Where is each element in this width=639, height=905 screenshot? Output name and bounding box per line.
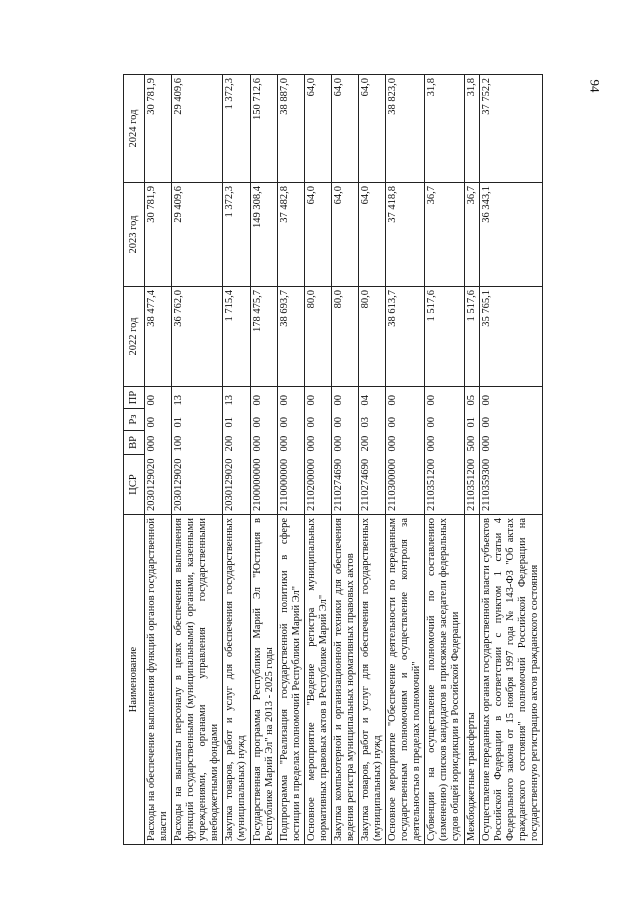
row-2023-cell: 29 409,6 — [172, 183, 223, 287]
row-2022-cell: 38 477,4 — [145, 287, 172, 387]
row-rz-cell: 00 — [386, 409, 425, 431]
row-csr-cell: 2030129020 — [145, 455, 172, 515]
table-row — [425, 75, 464, 845]
row-2024-cell: 38 823,0 — [386, 75, 425, 183]
row-2024-cell: 1 372,3 — [223, 75, 250, 183]
row-rz-cell: 01 — [464, 409, 479, 431]
row-csr-cell: 2100000000 — [250, 455, 277, 515]
row-2024-cell: 29 409,6 — [172, 75, 223, 183]
row-rz-cell: 00 — [277, 409, 304, 431]
row-rz-cell: 03 — [359, 409, 386, 431]
row-name-cell: Подпрограмма "Реализация государственной политики в сфере юстиции в пределах полномочий Республики Марий Эл" — [277, 515, 304, 845]
row-2022-cell: 1 517,6 — [425, 287, 464, 387]
row-vr-cell: 000 — [277, 431, 304, 455]
row-vr-cell: 000 — [145, 431, 172, 455]
row-rz-cell: 01 — [172, 409, 223, 431]
row-name-cell: Закупка компьютерной и организационной техники для обеспечения ведения регистра муниципальных нормативных правовых актов — [331, 515, 358, 845]
header-2024: 2024 год — [124, 75, 145, 183]
header-name: Наименование — [124, 515, 145, 845]
table-header-row — [124, 75, 145, 845]
row-vr-cell: 200 — [223, 431, 250, 455]
row-vr-cell: 000 — [479, 431, 542, 455]
row-vr-cell: 100 — [172, 431, 223, 455]
row-name-cell: Межбюджетные трансферты — [464, 515, 479, 845]
table-row — [223, 75, 250, 845]
row-name-cell: Осуществление переданных органам государственной власти субъектов Российской Федерации в соответствии с пунктом 1 статьи 4 Федерального закона от 15 ноября 1997 года № 143-ФЗ "Об актах гражданского состояния" полномочий Российской Федерации на государственную регистрацию актов гражданского состояния — [479, 515, 542, 845]
row-2024-cell: 64,0 — [331, 75, 358, 183]
row-2022-cell: 36 762,0 — [172, 287, 223, 387]
header-2023: 2023 год — [124, 183, 145, 287]
row-pr-cell: 05 — [464, 387, 479, 409]
page-number: 94 — [587, 79, 603, 93]
row-vr-cell: 000 — [304, 431, 331, 455]
row-name-cell: Закупка товаров, работ и услуг для обеспечения государственных (муниципальных) нужд — [359, 515, 386, 845]
row-csr-cell: 2110359300 — [479, 455, 542, 515]
row-name-cell: Основное мероприятие "Ведение регистра муниципальных нормативных правовых актов в Республике Марий Эл" — [304, 515, 331, 845]
row-2023-cell: 149 308,4 — [250, 183, 277, 287]
row-2022-cell: 80,0 — [359, 287, 386, 387]
row-csr-cell: 2110274690 — [331, 455, 358, 515]
table-row — [386, 75, 425, 845]
row-2022-cell: 80,0 — [331, 287, 358, 387]
row-2024-cell: 37 752,2 — [479, 75, 542, 183]
row-csr-cell: 2110200000 — [304, 455, 331, 515]
row-pr-cell: 00 — [425, 387, 464, 409]
row-rz-cell: 01 — [223, 409, 250, 431]
row-pr-cell: 00 — [386, 387, 425, 409]
row-2023-cell: 64,0 — [304, 183, 331, 287]
row-2024-cell: 64,0 — [304, 75, 331, 183]
row-2023-cell: 36 343,1 — [479, 183, 542, 287]
row-vr-cell: 000 — [250, 431, 277, 455]
row-2024-cell: 150 712,6 — [250, 75, 277, 183]
row-pr-cell: 00 — [250, 387, 277, 409]
row-pr-cell: 04 — [359, 387, 386, 409]
row-2022-cell: 80,0 — [304, 287, 331, 387]
row-name-cell: Государственная программа Республики Марий Эл "Юстиция в Республике Марий Эл" на 2013 - 2025 годы — [250, 515, 277, 845]
row-2022-cell: 38 693,7 — [277, 287, 304, 387]
row-2023-cell: 37 482,8 — [277, 183, 304, 287]
row-csr-cell: 2110351200 — [425, 455, 464, 515]
budget-table-container — [123, 75, 540, 845]
row-2022-cell: 1 517,6 — [464, 287, 479, 387]
row-name-cell: Субвенции на осуществление полномочий по составлению (изменению) списков кандидатов в присяжные заседатели федеральных судов общей юрисдикции в Российской Федерации — [425, 515, 464, 845]
row-rz-cell: 00 — [331, 409, 358, 431]
row-vr-cell: 000 — [386, 431, 425, 455]
row-2023-cell: 64,0 — [359, 183, 386, 287]
row-2024-cell: 38 887,0 — [277, 75, 304, 183]
header-csr: ЦСР — [124, 455, 145, 515]
table-row — [172, 75, 223, 845]
row-2023-cell: 30 781,9 — [145, 183, 172, 287]
table-row — [145, 75, 172, 845]
row-2023-cell: 36,7 — [425, 183, 464, 287]
row-vr-cell: 000 — [331, 431, 358, 455]
row-pr-cell: 00 — [304, 387, 331, 409]
row-2023-cell: 64,0 — [331, 183, 358, 287]
row-csr-cell: 2110000000 — [277, 455, 304, 515]
row-2022-cell: 35 765,1 — [479, 287, 542, 387]
row-2024-cell: 31,8 — [464, 75, 479, 183]
header-rz: Рз — [124, 409, 145, 431]
table-row — [479, 75, 542, 845]
budget-table — [123, 74, 543, 845]
row-csr-cell: 2110351200 — [464, 455, 479, 515]
row-pr-cell: 00 — [331, 387, 358, 409]
row-csr-cell: 2030129020 — [223, 455, 250, 515]
row-pr-cell: 13 — [172, 387, 223, 409]
row-2023-cell: 36,7 — [464, 183, 479, 287]
table-row — [359, 75, 386, 845]
row-2024-cell: 30 781,9 — [145, 75, 172, 183]
row-pr-cell: 00 — [145, 387, 172, 409]
row-2023-cell: 37 418,8 — [386, 183, 425, 287]
row-2022-cell: 38 613,7 — [386, 287, 425, 387]
row-vr-cell: 000 — [425, 431, 464, 455]
row-rz-cell: 00 — [479, 409, 542, 431]
header-2022: 2022 год — [124, 287, 145, 387]
row-pr-cell: 00 — [277, 387, 304, 409]
table-body — [145, 75, 543, 845]
row-vr-cell: 200 — [359, 431, 386, 455]
row-name-cell: Закупка товаров, работ и услуг для обеспечения государственных (муниципальных) нужд — [223, 515, 250, 845]
row-vr-cell: 500 — [464, 431, 479, 455]
row-rz-cell: 00 — [304, 409, 331, 431]
header-vr: ВР — [124, 431, 145, 455]
row-name-cell: Основное мероприятие "Обеспечение деятельности по переданным государственным полномочиям и осуществление контроля за деятельностью в пределах полномочий" — [386, 515, 425, 845]
row-2024-cell: 31,8 — [425, 75, 464, 183]
row-csr-cell: 2030129020 — [172, 455, 223, 515]
header-pr: ПР — [124, 387, 145, 409]
table-row — [331, 75, 358, 845]
row-csr-cell: 2110300000 — [386, 455, 425, 515]
row-rz-cell: 00 — [250, 409, 277, 431]
table-row — [277, 75, 304, 845]
table-row — [304, 75, 331, 845]
row-csr-cell: 2110274690 — [359, 455, 386, 515]
row-2024-cell: 64,0 — [359, 75, 386, 183]
row-pr-cell: 13 — [223, 387, 250, 409]
row-pr-cell: 00 — [479, 387, 542, 409]
row-rz-cell: 00 — [145, 409, 172, 431]
row-name-cell: Расходы на выплаты персоналу в целях обеспечения выполнения функций государственными (муниципальными) органами, казенными учреждениями, органами управления государственными внебюджетными фондами — [172, 515, 223, 845]
row-2022-cell: 1 715,4 — [223, 287, 250, 387]
row-rz-cell: 00 — [425, 409, 464, 431]
table-row — [250, 75, 277, 845]
row-2022-cell: 178 475,7 — [250, 287, 277, 387]
row-name-cell: Расходы на обеспечение выполнения функций органов государственной власти — [145, 515, 172, 845]
table-row — [464, 75, 479, 845]
row-2023-cell: 1 372,3 — [223, 183, 250, 287]
